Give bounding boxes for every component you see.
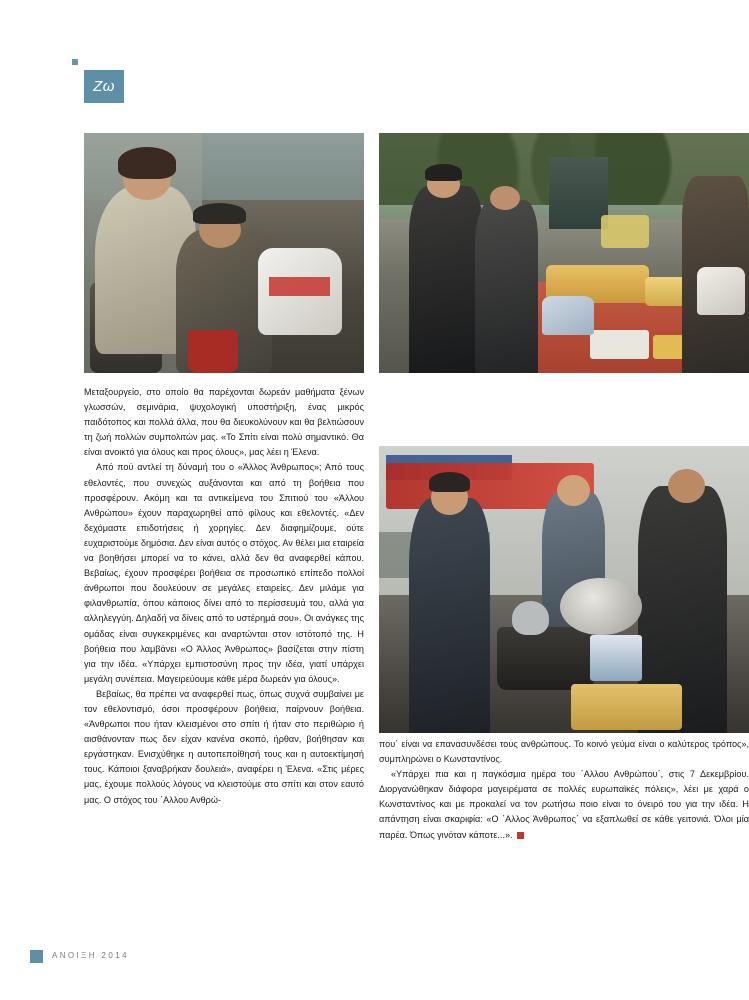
photo-graffiti-wall [379, 446, 749, 733]
photo3-man-left-body [409, 498, 490, 733]
paragraph: Μεταξουργείο, στο οποίο θα παρέχονται δωρεάν μαθήματα ξένων γλωσσών, σεμινάρια, ψυχολογική υποστήριξη, ένας μικρός παιδότοπος και πολλά άλλα, που θα διευκολύνουν και θα βελτιώσουν τη ζωή πολλών συμπολιτών μας. «Το Σπίτι είναι πολύ σημαντικό. Θα είναι ανοικτό για όλους και προς όλους», μας λέει η Έλενα. [84, 387, 364, 458]
article-left-column [84, 385, 364, 808]
paragraph-text: «Υπάρχει πια και η παγκόσμια ημέρα του ΄Αλλου Ανθρώπου΄, στις 7 Δεκεμβρίου. Διοργανώθηκαν διάφορα μαγειρέματα σε πολλές ευρωπαϊκές πόλεις», λέει με χαρά ο Κωνσταντίνος και με προκαλεί να τον ρωτήσω ποιο είναι το όνειρό του για την ιδέα. Η απάντηση είναι σκαριφία: «Ο ΄Αλλος Άνθρωπος΄ να εξαπλωθεί σε κάθε γειτονιά. Όλοι μία παρέα. Όπως γινόταν κάποτε...». [379, 769, 749, 840]
photo3-man-right-head [668, 469, 705, 503]
end-of-article-mark [517, 832, 524, 839]
photo2-man-middle-head [490, 186, 520, 210]
photo2-white-bag [697, 267, 745, 315]
photo3-man-middle-head [557, 475, 590, 507]
paragraph-with-end-mark [379, 767, 749, 842]
photo3-food-tray [571, 684, 682, 730]
photo1-red-bag [188, 330, 238, 373]
header-square-mark [72, 59, 78, 65]
section-tab: Ζω [84, 70, 124, 103]
photo-soup-kitchen-left [84, 133, 364, 373]
photo1-man-hat [193, 203, 246, 225]
photo3-man-left-hair [429, 472, 470, 492]
footer-issue-label: ΑΝΟΙΞΗ 2014 [52, 951, 129, 960]
paragraph: Από πού αντλεί τη δύναμή του ο «Άλλος Άνθρωπος»; Από τους εθελοντές, που συνεχώς αυξάνονται και από τη βοήθεια που προσφέρουν. Ακόμη και τα αντικείμενα του Σπιτιού του «Άλλου Ανθρώπου» έχουν παραχωρηθεί από φίλους και εθελοντές. «Δεν δεχόμαστε επιδοτήσεις ή χορηγίες. Δεν διαφημίζουμε, ούτε ευχαριστούμε δημόσια. Δεν είναι αυτός ο στόχος. Αν θέλει μια εταιρεία να βοηθήσει μπορεί να το κάνει, αλλά δεν θα αναφερθεί κάπου. Βεβαίως, έχουν προσφέρει βοήθεια σε προσωπικό επίπεδο πολλοί άνθρωποι που δουλεύουν σε μεγάλες εταιρείες. Δεν μιλάμε για φιλανθρωπία, όπου κάποιος δίνει από το περίσσευμά του, αλλά για αλληλεγγύη. Δηλαδή να δίνεις από το υστέρημά σου». Οι ανάγκες της ομάδας είναι συγκεκριμένες και αναρτώνται στον ιστότοπό της. Η βοήθεια που λαμβάνει «Ο Άλλος Άνθρωπος» βασίζεται στην πίστη για την ιδέα. «Υπάρχει εμπιστοσύνη προς την ιδέα, γιατί υπάρχει μεγάλη συνέπεια. Μαγειρεύουμε κάθε μέρα δωρεάν για όλους». [84, 462, 364, 684]
photo2-man-left-body [409, 186, 483, 373]
footer-square-mark [30, 950, 43, 963]
photo2-man-left-hair [425, 164, 462, 181]
photo2-tray-white [590, 330, 649, 359]
photo3-bottles [590, 635, 642, 681]
photo-street-distribution [379, 133, 749, 373]
photo2-man-middle-body [475, 200, 538, 373]
photo2-kiosk [549, 157, 608, 229]
article-right-column [379, 737, 749, 843]
photo2-blue-bag [542, 296, 594, 334]
photo3-ladle [512, 601, 549, 635]
photo3-cooking-pot [497, 627, 593, 690]
paragraph: Βεβαίως, θα πρέπει να αναφερθεί πως, όπως συχνά συμβαίνει με τον εθελοντισμό, όσοι προσφέρουν βοήθεια, παίρνουν βοήθεια. «Άνθρωποι που ήταν κλεισμένοι στο σπίτι ή ήταν στο περιθώριο ή αισθάνονταν πως δεν είχαν κανένα σκοπό, ήρθαν, βοήθησαν και εργάστηκαν. Ενισχύθηκε η αυτοπεποίθησή τους και η αυτοεκτίμησή τους. Κάποιοι ξαναβρήκαν δουλειά», αναφέρει η Έλενα. «Στις μέρες μας, έχουμε πολλούς λόγους να κλειστούμε στο σπίτι και στον εαυτό μας. Ο στόχος του ΄Αλλου Ανθρώ- [84, 688, 364, 805]
photo3-pot-lid [560, 578, 641, 635]
photo1-bag-label [269, 277, 331, 296]
photo1-woman-hair [118, 147, 177, 178]
photo2-scooter [601, 215, 649, 249]
paragraph: που΄ είναι να επανασυνδέσει τους ανθρώπους. Το κοινό γεύμα είναι ο καλύτερος τρόπος», συμπληρώνει ο Κωνσταντίνος. [379, 739, 749, 765]
